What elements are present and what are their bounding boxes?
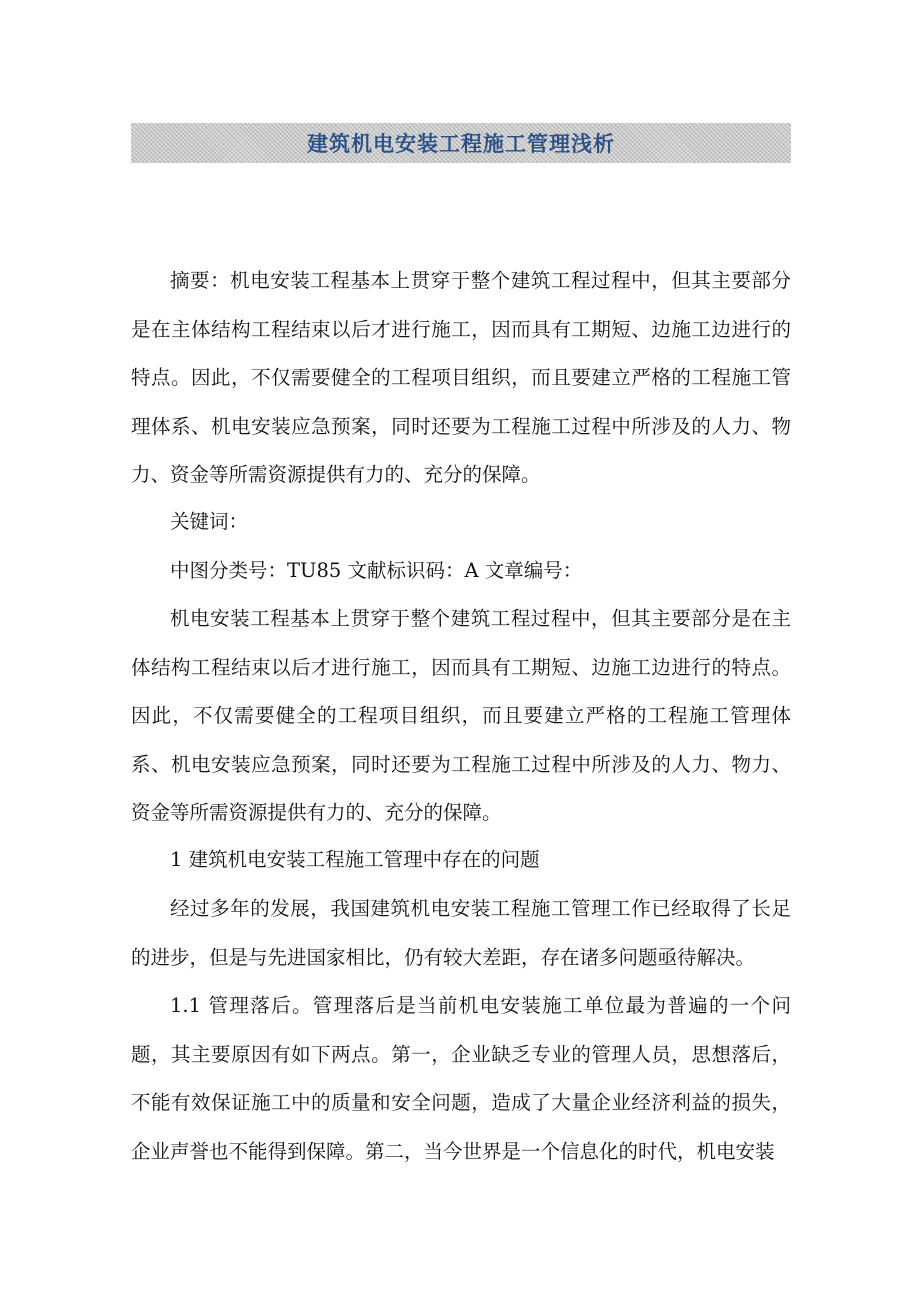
intro-paragraph: 机电安装工程基本上贯穿于整个建筑工程过程中，但其主要部分是在主体结构工程结束以后才进行施工，因而具有工期短、边施工边进行的特点。因此，不仅需要健全的工程项目组织，而且要建立严格的工程施工管理体系、机电安装应急预案，同时还要为工程施工过程中所涉及的人力、物力、资金等所需资源提供有力的、充分的保障。	[131, 607, 791, 824]
keywords-line: 关键词：	[170, 510, 249, 533]
abstract-paragraph: 摘要：机电安装工程基本上贯穿于整个建筑工程过程中，但其主要部分是在主体结构工程结束以后才进行施工，因而具有工期短、边施工边进行的特点。因此，不仅需要健全的工程项目组织，而且要建立严格的工程施工管理体系、机电安装应急预案，同时还要为工程施工过程中所涉及的人力、物力、资金等所需资源提供有力的、充分的保障。	[131, 269, 791, 486]
section-heading: 1 建筑机电安装工程施工管理中存在的问题	[170, 848, 540, 871]
section-paragraph: 经过多年的发展，我国建筑机电安装工程施工管理工作已经取得了长足的进步，但是与先进国家相比，仍有较大差距，存在诸多问题亟待解决。	[131, 897, 791, 969]
classification-line: 中图分类号：TU85 文献标识码：A 文章编号：	[170, 559, 583, 582]
document-title: 建筑机电安装工程施工管理浅析	[307, 132, 615, 156]
subsection-paragraph: 1.1 管理落后。管理落后是当前机电安装施工单位最为普遍的一个问题，其主要原因有如下两点。第一，企业缺乏专业的管理人员，思想落后，不能有效保证施工中的质量和安全问题，造成了大量企业经济利益的损失，企业声誉也不能得到保障。第二，当今世界是一个信息化的时代，机电安装	[131, 994, 791, 1163]
title-banner	[131, 123, 791, 163]
